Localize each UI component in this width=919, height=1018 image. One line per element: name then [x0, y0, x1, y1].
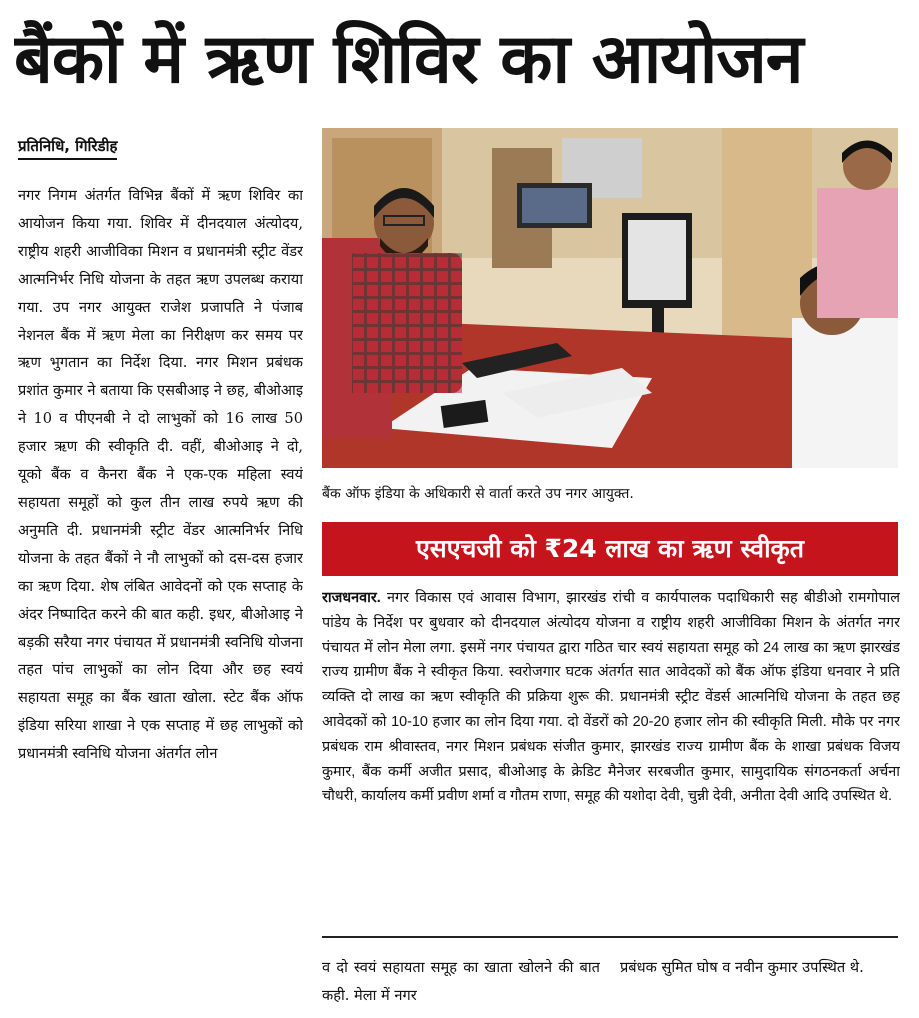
second-story-dateline: राजधनवार. — [322, 590, 381, 606]
continuation-column-1: व दो स्वयं सहायता समूह का खाता खोलने की बात कही. मेला में नगर — [322, 959, 600, 1004]
second-story — [322, 586, 900, 926]
divider-line — [322, 936, 898, 938]
photo-illustration — [322, 128, 898, 468]
headline: बैंकों में ऋण शिविर का आयोजन — [14, 20, 803, 99]
photo-caption: बैंक ऑफ इंडिया के अधिकारी से वार्ता करते उप नगर आयुक्त. — [322, 486, 634, 502]
main-story-text: नगर निगम अंतर्गत विभिन्न बैंकों में ऋण शिविर का आयोजन किया गया. शिविर में दीनदयाल अंत्योदय, राष्ट्रीय शहरी आजीविका मिशन व प्रधानमंत्री स्ट्रीट वेंडर आत्मनिर्भर निधि योजना के तहत ऋण उपलब्ध कराया गया. उप नगर आयुक्त राजेश प्रजापति ने पंजाब नेशनल बैंक में ऋण मेला का निरीक्षण कर समय पर ऋण भुगतान का निर्देश दिया. नगर मिशन प्रबंधक प्रशांत कुमार ने बताया कि एसबीआइ ने छह, बीओआइ ने 10 व पीएनबी ने दो लाभुकों को 16 लाख 50 हजार ऋण की स्वीकृति दी. वहीं, बीओआइ ने दो, यूको बैंक व कैनरा बैंक ने एक-एक महिला स्वयं सहायता समूहों को कुल तीन लाख रुपये ऋण की अनुमति दी. प्रधानमंत्री स्ट्रीट वेंडर आत्मनिर्भर निधि योजना के तहत बैंकों ने नौ लाभुकों को दस-दस हजार का ऋण दिया. शेष लंबित आवेदनों को एक सप्ताह के अंदर निष्पादित करने की बात कही. इधर, बीओआइ ने बड़की सरैया नगर पंचायत में प्रधानमंत्री स्वनिधि योजना तहत पांच लाभुकों का लोन दिया और छह स्वयं सहायता समूह का बैंक खाता खोला. स्टेट बैंक ऑफ इंडिया सरिया शाखा ने एक सप्ताह में छह लाभुकों को प्रधानमंत्री स्वनिधि योजना अंतर्गत लोन — [18, 187, 303, 763]
byline: प्रतिनिधि, गिरिडीह — [18, 135, 117, 160]
news-photo — [322, 128, 898, 468]
second-story-text: नगर विकास एवं आवास विभाग, झारखंड रांची व कार्यपालक पदाधिकारी सह बीडीओ रामगोपाल पांडेय के निर्देश पर बुधवार को दीनदयाल अंत्योदय योजना व राष्ट्रीय शहरी आजीविका मिशन के अंतर्गत नगर पंचायत में लोन मेला लगा. इसमें नगर पंचायत द्वारा गठित चार स्वयं सहायता समूह को 24 लाख का ऋण झारखंड राज्य ग्रामीण बैंक ने स्वीकृत किया. स्वरोजगार घटक अंतर्गत सात आवेदकों को बैंक ऑफ इंडिया धनवार ने प्रति व्यक्ति दो लाख का ऋण स्वीकृति की प्रक्रिया शुरू की. प्रधानमंत्री स्ट्रीट वेंडर्स आत्मनिधि योजना के तहत छह आवेदकों को 10-10 हजार का लोन दिया गया. दो वेंडरों को 20-20 हजार लोन की स्वीकृति मिली. मौके पर नगर प्रबंधक राम श्रीवास्तव, नगर मिशन प्रबंधक संजीत कुमार, झारखंड राज्य ग्रामीण बैंक के शाखा प्रबंधक विजय कुमार, बैंक कर्मी अजीत प्रसाद, बीओआइ के क्रेडिट मैनेजर सरबजीत कुमार, सामुदायिक संगठनकर्ता अर्चना चौधरी, कार्यालय कर्मी प्रवीण शर्मा व गौतम राणा, समूह की यशोदा देवी, चुन्नी देवी, अनीता देवी आदि उपस्थित थे. — [322, 590, 900, 805]
continuation-column-2: प्रबंधक सुमित घोष व नवीन कुमार उपस्थित थे. — [620, 959, 864, 976]
second-headline-banner: एसएचजी को ₹24 लाख का ऋण स्वीकृत — [322, 522, 898, 576]
